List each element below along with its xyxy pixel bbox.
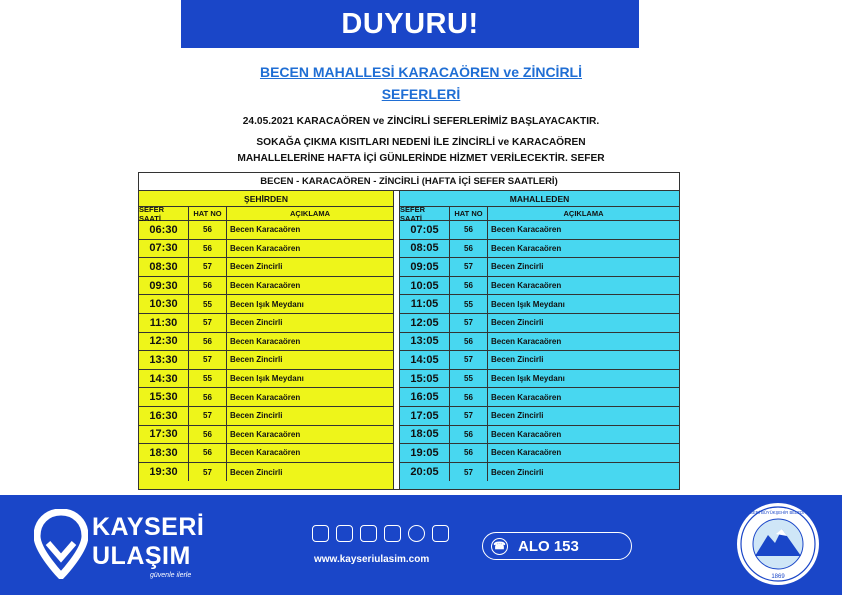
line-number: 56 <box>189 221 227 239</box>
route-description: Becen Karacaören <box>491 225 562 235</box>
table-row <box>139 221 393 240</box>
route-description: Becen Zincirli <box>491 318 544 328</box>
route-description: Becen Zincirli <box>491 411 544 421</box>
route-description: Becen Karacaören <box>491 448 562 458</box>
table-row <box>400 370 679 389</box>
from-neighborhood-title: MAHALLEDEN <box>400 191 679 207</box>
line-number: 56 <box>450 240 488 258</box>
bicycle-icon <box>408 525 425 542</box>
header-desc: AÇIKLAMA <box>563 209 604 218</box>
table-header <box>139 204 393 223</box>
page-title: BECEN MAHALLESİ KARACAÖREN ve ZİNCİRLİ <box>259 64 582 80</box>
line-number: 56 <box>189 277 227 295</box>
route-description: Becen Zincirli <box>230 411 283 421</box>
page-title-line2: SEFERLERİ <box>381 86 461 102</box>
line-number: 56 <box>189 388 227 406</box>
table-row <box>139 295 393 314</box>
line-number: 57 <box>450 258 488 276</box>
notice-line: SOKAĞA ÇIKMA KISITLARI NEDENİ İLE ZİNCİRLİ ve KARACAÖREN <box>256 137 586 148</box>
seal-text: KAYSERİ BÜYÜKŞEHİR BELEDİYESİ <box>742 510 814 515</box>
departure-time: 18:05 <box>400 426 450 444</box>
departure-time: 18:30 <box>139 444 189 462</box>
table-row <box>139 407 393 426</box>
route-description: Becen Zincirli <box>230 318 283 328</box>
table-row <box>139 444 393 463</box>
from-city-title: ŞEHİRDEN <box>139 191 393 207</box>
departure-time: 13:30 <box>139 351 189 369</box>
line-number: 57 <box>450 407 488 425</box>
route-description: Becen Zincirli <box>230 355 283 365</box>
departure-time: 11:30 <box>139 314 189 332</box>
route-description: Becen Karacaören <box>230 281 301 291</box>
route-description: Becen Işık Meydanı <box>491 374 565 384</box>
line-number: 57 <box>450 463 488 482</box>
header-time: SEFER SAATİ <box>400 207 450 220</box>
table-row <box>139 388 393 407</box>
from-neighborhood-panel <box>400 191 679 489</box>
departure-time: 12:30 <box>139 333 189 351</box>
departure-time: 19:05 <box>400 444 450 462</box>
tram-icon <box>312 525 329 542</box>
table-row <box>139 240 393 259</box>
route-description: Becen Karacaören <box>230 243 301 253</box>
table-row <box>400 240 679 259</box>
line-number: 56 <box>189 426 227 444</box>
line-number: 57 <box>450 314 488 332</box>
table-row <box>400 463 679 482</box>
from-city-rows <box>139 221 393 481</box>
table-row <box>400 333 679 352</box>
route-description: Becen Karacaören <box>230 225 301 235</box>
departure-time: 06:30 <box>139 221 189 239</box>
departure-time: 17:05 <box>400 407 450 425</box>
departure-time: 17:30 <box>139 426 189 444</box>
departure-time: 20:05 <box>400 463 450 482</box>
departure-time: 19:30 <box>139 463 189 482</box>
route-description: Becen Zincirli <box>491 355 544 365</box>
route-description: Becen Karacaören <box>230 336 301 346</box>
table-row <box>139 370 393 389</box>
route-description: Becen Zincirli <box>491 467 544 477</box>
table-header <box>400 204 679 223</box>
route-description: Becen Zincirli <box>230 262 283 272</box>
departure-time: 10:30 <box>139 295 189 313</box>
table-row <box>400 314 679 333</box>
table-row <box>400 351 679 370</box>
from-neighborhood-rows <box>400 221 679 481</box>
line-number: 56 <box>450 444 488 462</box>
line-number: 56 <box>450 277 488 295</box>
line-number: 55 <box>189 295 227 313</box>
line-number: 57 <box>189 258 227 276</box>
departure-time: 14:30 <box>139 370 189 388</box>
line-number: 57 <box>450 351 488 369</box>
line-number: 55 <box>450 370 488 388</box>
line-number: 56 <box>450 426 488 444</box>
route-description: Becen Zincirli <box>230 467 283 477</box>
route-description: Becen Karacaören <box>491 392 562 402</box>
table-row <box>139 277 393 296</box>
departure-time: 15:30 <box>139 388 189 406</box>
route-description: Becen Karacaören <box>230 392 301 402</box>
table-row <box>139 314 393 333</box>
brand-name-line2: ULAŞIM <box>92 542 191 570</box>
location-pin-icon <box>34 509 88 579</box>
table-row <box>400 407 679 426</box>
line-number: 57 <box>189 463 227 482</box>
route-description: Becen Işık Meydanı <box>491 299 565 309</box>
route-description: Becen Işık Meydanı <box>230 374 304 384</box>
departure-time: 11:05 <box>400 295 450 313</box>
header-line: HAT NO <box>450 207 488 220</box>
phone-button[interactable] <box>482 532 632 560</box>
route-description: Becen Karacaören <box>491 281 562 291</box>
notice-line: 24.05.2021 KARACAÖREN ve ZİNCİRLİ SEFERLERİMİZ BAŞLAYACAKTIR. <box>242 116 600 127</box>
header-desc: AÇIKLAMA <box>290 209 330 218</box>
table-row <box>139 426 393 445</box>
route-description: Becen Karacaören <box>230 429 301 439</box>
panel-divider <box>393 191 400 489</box>
departure-time: 14:05 <box>400 351 450 369</box>
municipality-seal <box>735 501 821 587</box>
departure-time: 07:30 <box>139 240 189 258</box>
line-number: 56 <box>189 240 227 258</box>
departure-time: 13:05 <box>400 333 450 351</box>
route-description: Becen Zincirli <box>491 262 544 272</box>
line-number: 56 <box>450 388 488 406</box>
table-row <box>400 258 679 277</box>
route-description: Becen Karacaören <box>491 429 562 439</box>
line-number: 56 <box>189 333 227 351</box>
departure-time: 16:05 <box>400 388 450 406</box>
table-row <box>139 258 393 277</box>
table-row <box>139 333 393 352</box>
line-number: 57 <box>189 314 227 332</box>
notice-line: MAHALLELERİNE HAFTA İÇİ GÜNLERİNDE HİZMET VERİLECEKTİR. SEFER <box>237 153 605 164</box>
departure-time: 12:05 <box>400 314 450 332</box>
brand-slogan: güvenle ilerle <box>150 572 192 579</box>
transport-icons <box>312 525 449 542</box>
seal-year: 1869 <box>771 574 785 580</box>
route-description: Becen Karacaören <box>230 448 301 458</box>
table-row <box>400 426 679 445</box>
schedule-table <box>138 172 680 490</box>
departure-time: 08:30 <box>139 258 189 276</box>
footer <box>0 495 842 595</box>
announcement-banner: DUYURU! <box>181 0 639 48</box>
departure-time: 15:05 <box>400 370 450 388</box>
phone-icon: ☎ <box>491 538 508 555</box>
route-description: Becen Karacaören <box>491 336 562 346</box>
line-number: 56 <box>450 221 488 239</box>
departure-time: 09:30 <box>139 277 189 295</box>
departure-time: 07:05 <box>400 221 450 239</box>
route-description: Becen Karacaören <box>491 243 562 253</box>
website-link[interactable]: www.kayseriulasim.com <box>314 554 430 565</box>
route-description: Becen Işık Meydanı <box>230 299 304 309</box>
table-row <box>400 221 679 240</box>
car-icon <box>384 525 401 542</box>
departure-time: 08:05 <box>400 240 450 258</box>
line-number: 56 <box>189 444 227 462</box>
from-city-panel <box>139 191 393 489</box>
table-row <box>400 277 679 296</box>
table-row <box>400 295 679 314</box>
bus-icon <box>336 525 353 542</box>
header-line: HAT NO <box>189 207 227 220</box>
header-time: SEFER SAATİ <box>139 207 189 220</box>
line-number: 56 <box>450 333 488 351</box>
line-number: 57 <box>189 351 227 369</box>
line-number: 57 <box>189 407 227 425</box>
table-row <box>400 388 679 407</box>
brand-name-line1: KAYSERİ <box>92 513 205 541</box>
cable-car-icon <box>432 525 449 542</box>
coach-icon <box>360 525 377 542</box>
table-row <box>139 351 393 370</box>
table-row <box>139 463 393 482</box>
departure-time: 10:05 <box>400 277 450 295</box>
departure-time: 16:30 <box>139 407 189 425</box>
line-number: 55 <box>450 295 488 313</box>
table-row <box>400 444 679 463</box>
schedule-title: BECEN - KARACAÖREN - ZİNCİRLİ (HAFTA İÇİ SEFER SAATLERİ) <box>139 173 679 191</box>
line-number: 55 <box>189 370 227 388</box>
phone-label: ALO 153 <box>518 537 579 555</box>
departure-time: 09:05 <box>400 258 450 276</box>
